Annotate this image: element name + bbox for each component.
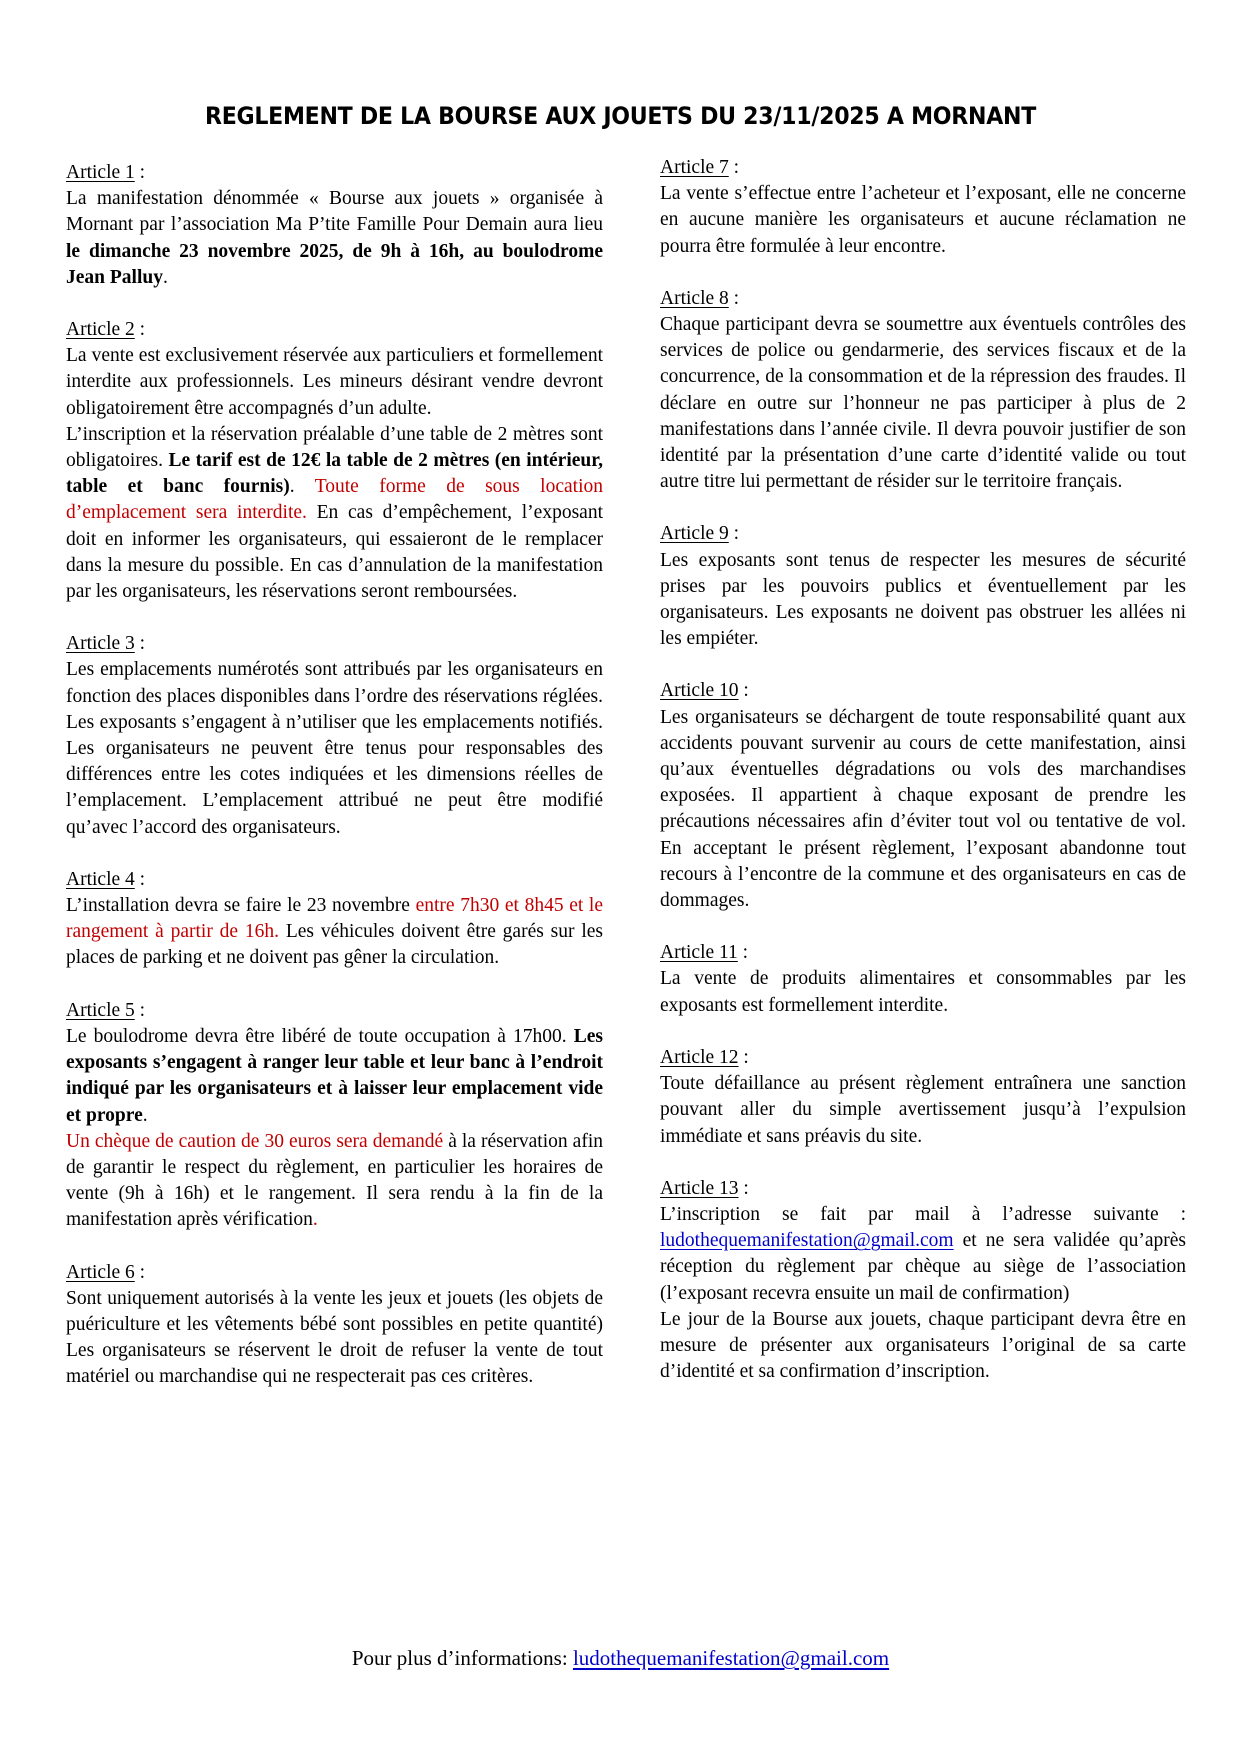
article-6 — [66, 1260, 603, 1391]
article-body: Chaque participant devra se soumettre aux éventuels contrôles des services de police ou gendarmerie, des services fiscaux et de la concurrence, de la consommation et de la répression des fraudes. Il déclare en outre sur l’honneur ne pas participer à plus de 2 manifestations dans l’année civile. Il devra pouvoir justifier de son identité par la présentation d’une carte d’identité valide ou tout autre titre lui permettant de résider sur le territoire français. — [660, 314, 1186, 493]
article-heading: Article 7 : — [660, 157, 740, 178]
article-3 — [66, 631, 603, 841]
event-date-location: le dimanche 23 novembre 2025, de 9h à 16h, au boulodrome Jean Palluy — [66, 240, 603, 288]
price-info: Le tarif est de 12€ la table de 2 mètres (en intérieur, table et banc fournis) — [66, 450, 603, 498]
cleanup-obligation: Les exposants s’engagent à ranger leur table et leur banc à l’endroit indiqué par les organisateurs et à laisser leur emplacement vide et propre — [66, 1025, 603, 1126]
article-4 — [66, 867, 603, 972]
article-body: Toute défaillance au présent règlement entraînera une sanction pouvant aller du simple avertissement jusqu’à l’expulsion immédiate et sans préavis du site. — [660, 1073, 1186, 1147]
article-7 — [660, 155, 1186, 260]
article-heading: Article 2 : — [66, 319, 146, 341]
document-title: REGLEMENT DE LA BOURSE AUX JOUETS DU 23/11/2025 A MORNANT — [204, 102, 1037, 131]
registration-email-link[interactable]: ludothequemanifestation@gmail.com — [660, 1230, 954, 1252]
article-heading: Article 9 : — [660, 523, 740, 545]
article-heading: Article 6 : — [66, 1261, 146, 1283]
article-heading: Article 13 : — [660, 1177, 749, 1199]
sublet-warning: Toute forme de sous location d’emplacement sera interdite. — [66, 476, 603, 524]
article-11 — [660, 940, 1186, 1019]
article-heading: Article 5 : — [66, 999, 146, 1021]
left-column — [66, 160, 603, 1417]
article-5 — [66, 998, 603, 1234]
article-label: Article 11 — [660, 942, 738, 964]
article-heading: Article 11 : — [660, 942, 749, 964]
article-label: Article 6 — [66, 1261, 135, 1283]
article-label: Article 1 — [66, 162, 135, 183]
article-heading: Article 4 : — [66, 868, 146, 890]
article-body: Le boulodrome devra être libéré de toute occupation à 17h00. Les exposants s’engagent à ranger leur table et leur banc à l’endroit indiqué par les organisateurs et à laisser leur emplacement vide et propre. Un chèque de caution de 30 euros sera demandé à la réservation afin de garantir le respect du règlement, en particulier les horaires de vente (9h à 16h) et le rangement. Il sera rendu à la fin de la manifestation après vérification. — [66, 1025, 603, 1231]
article-1 — [66, 160, 603, 291]
article-10 — [660, 678, 1186, 914]
article-body: La vente de produits alimentaires et consommables par les exposants est formellement interdite. — [660, 968, 1186, 1016]
article-body: La vente est exclusivement réservée aux particuliers et formellement interdite aux professionnels. Les mineurs désirant vendre devront obligatoirement être accompagnés d’un adulte. L’inscription et la réservation préalable d’une table de 2 mètres sont obligatoires. Le tarif est de 12€ la table de 2 mètres (en intérieur, table et banc fournis). Toute forme de sous location d’emplacement sera interdite. En cas d’empêchement, l’exposant doit en informer les organisateurs, qui essaieront de le remplacer dans la mesure du possible. En cas d’annulation de la manifestation par les organisateurs, les réservations seront remboursées. — [66, 345, 603, 603]
article-label: Article 2 — [66, 319, 135, 341]
footer-email-link[interactable]: ludothequemanifestation@gmail.com — [572, 1646, 890, 1670]
article-2 — [66, 317, 603, 605]
article-body: Les organisateurs se déchargent de toute responsabilité quant aux accidents pouvant survenir au cours de cette manifestation, ainsi qu’aux éventuelles dégradations ou vols des marchandises exposées. Il appartient à chaque exposant de prendre les précautions nécessaires afin d’éviter tout vol ou tentative de vol. En acceptant le présent règlement, l’exposant abandonne tout recours à l’encontre de la commune et des organisateurs en cas de dommages. — [660, 706, 1186, 912]
article-heading: Article 10 : — [660, 680, 749, 702]
article-label: Article 8 — [660, 287, 729, 309]
article-12 — [660, 1045, 1186, 1150]
article-body: L’installation devra se faire le 23 novembre entre 7h30 et 8h45 et le rangement à partir de 16h. Les véhicules doivent être garés sur les places de parking et ne doivent pas gêner la circulation. — [66, 895, 603, 969]
article-label: Article 10 — [660, 680, 739, 702]
setup-hours: entre 7h30 et 8h45 et le rangement à partir de 16h. — [66, 895, 603, 943]
article-heading: Article 12 : — [660, 1046, 749, 1068]
article-label: Article 4 — [66, 868, 135, 890]
article-body: La manifestation dénommée « Bourse aux jouets » organisée à Mornant par l’association Ma P’tite Famille Pour Demain aura lieu le dimanche 23 novembre 2025, de 9h à 16h, au boulodrome Jean Palluy. — [66, 188, 603, 288]
article-label: Article 7 — [660, 157, 729, 178]
article-body: Les emplacements numérotés sont attribués par les organisateurs en fonction des places disponibles dans l’ordre des réservations réglées. Les exposants s’engagent à n’utiliser que les emplacements notifiés. Les organisateurs ne peuvent être tenus pour responsables des différences entre les cotes indiquées et les dimensions réelles de l’emplacement. L’emplacement attribué ne peut être modifié qu’avec l’accord des organisateurs. — [66, 659, 603, 838]
article-heading: Article 1 : — [66, 162, 146, 183]
article-9 — [660, 521, 1186, 652]
footer-contact — [0, 1646, 1241, 1671]
article-8 — [660, 286, 1186, 496]
article-body: Sont uniquement autorisés à la vente les jeux et jouets (les objets de puériculture et les vêtements bébé sont possibles en petite quantité) Les organisateurs se réservent le droit de refuser la vente de tout matériel ou marchandise qui ne respecterait pas ces critères. — [66, 1287, 603, 1388]
article-heading: Article 8 : — [660, 287, 740, 309]
article-body: Les exposants sont tenus de respecter les mesures de sécurité prises par les pouvoirs publics et éventuellement par les organisateurs. Les exposants ne doivent pas obstruer les allées ni les empiéter. — [660, 549, 1186, 650]
article-heading: Article 3 : — [66, 633, 146, 655]
article-label: Article 13 — [660, 1177, 739, 1199]
article-label: Article 12 — [660, 1046, 739, 1068]
article-13 — [660, 1176, 1186, 1386]
right-column — [660, 155, 1186, 1411]
article-body: La vente s’effectue entre l’acheteur et l’exposant, elle ne concerne en aucune manière les organisateurs et aucune réclamation ne pourra être formulée à leur encontre. — [660, 183, 1186, 257]
article-body: L’inscription se fait par mail à l’adresse suivante : ludothequemanifestation@gmail.com et ne sera validée qu’après réception du règlement par chèque au siège de l’association (l’exposant recevra ensuite un mail de confirmation) Le jour de la Bourse aux jouets, chaque participant devra être en mesure de présenter aux organisateurs l’original de sa carte d’identité et sa confirmation d’inscription. — [660, 1203, 1186, 1383]
article-label: Article 3 — [66, 633, 135, 655]
article-label: Article 5 — [66, 999, 135, 1021]
footer-label: Pour plus d’informations: — [351, 1646, 573, 1670]
deposit-notice: Un chèque de caution de 30 euros sera demandé — [66, 1130, 444, 1152]
article-label: Article 9 — [660, 523, 729, 545]
